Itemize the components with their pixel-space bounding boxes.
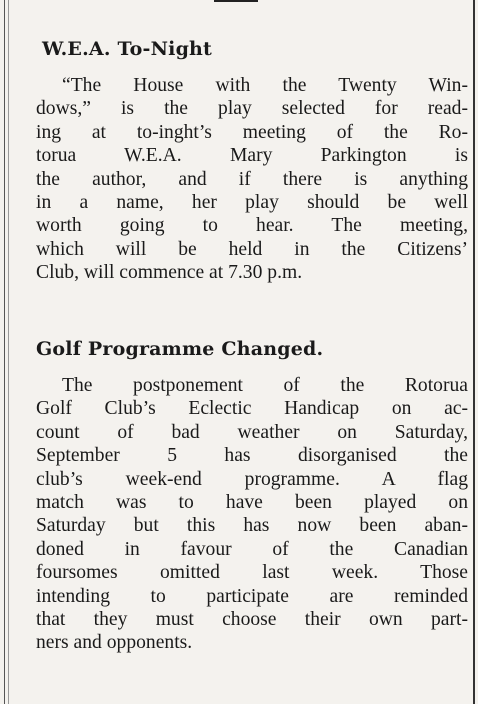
- article-headline: W.E.A. To-Night: [42, 38, 213, 60]
- article-body: [36, 74, 468, 285]
- text-line: worth going to hear. The meeting,: [36, 215, 468, 237]
- text-line: ners and opponents.: [36, 632, 193, 654]
- text-line: which will be held in the Citizens’: [36, 238, 468, 260]
- text-line: torua W.E.A. Mary Parkington is: [36, 145, 468, 167]
- text-line: Golf Club’s Eclectic Handicap on ac-: [36, 398, 468, 420]
- text-line: “The House with the Twenty Win-: [62, 75, 468, 96]
- text-line: the author, and if there is anything: [36, 168, 468, 190]
- text-line: Club, will commence at 7.30 p.m.: [36, 262, 303, 284]
- left-column-rule-inner: [8, 0, 9, 704]
- text-line: doned in favour of the Canadian: [36, 538, 468, 560]
- article-body: [36, 374, 468, 655]
- text-line: Saturday but this has now been aban-: [36, 515, 468, 537]
- text-line: The postponement of the Rotorua: [62, 375, 468, 396]
- text-line: intending to participate are reminded: [36, 585, 468, 607]
- article-golf-programme: [36, 338, 468, 655]
- right-column-rule: [473, 0, 475, 704]
- top-column-rule: [214, 0, 258, 2]
- text-line: dows,” is the play selected for read-: [36, 98, 468, 120]
- text-line: count of bad weather on Saturday,: [36, 421, 468, 443]
- text-line: ing at to-inght’s meeting of the Ro-: [36, 121, 468, 143]
- article-headline: Golf Programme Changed.: [36, 338, 324, 360]
- text-line: that they must choose their own part-: [36, 609, 468, 631]
- text-line: foursomes omitted last week. Those: [36, 562, 468, 584]
- text-line: September 5 has disorganised the: [36, 445, 468, 467]
- left-column-rule: [4, 0, 5, 704]
- article-wea-tonight: [36, 38, 468, 285]
- text-line: match was to have been played on: [36, 492, 468, 514]
- text-line: in a name, her play should be well: [36, 192, 468, 214]
- text-line: club’s week-end programme. A flag: [36, 468, 468, 490]
